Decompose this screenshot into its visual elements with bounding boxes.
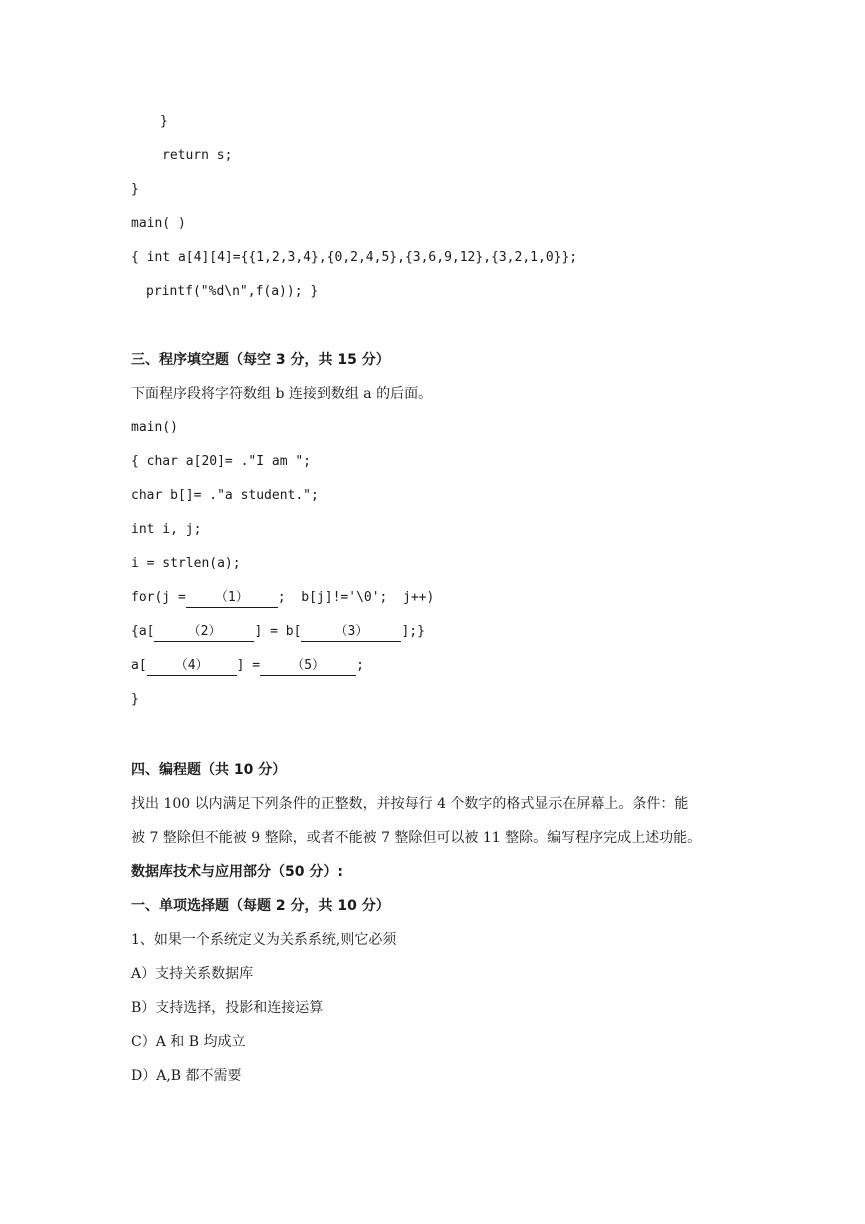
code-line-char-a: { char a[20]= ."I am "; bbox=[131, 454, 312, 469]
code-line-main2: main() bbox=[131, 420, 178, 435]
blank-5: （5） bbox=[260, 657, 356, 676]
assign-open: {a[ bbox=[131, 624, 155, 639]
section4-paragraph-line1: 找出 100 以内满足下列条件的正整数，并按每行 4 个数字的格式显示在屏幕上。条件：能 bbox=[131, 796, 689, 812]
assign-mid: ] = b[ bbox=[254, 624, 302, 639]
blank-2: （2） bbox=[154, 623, 254, 642]
code-line-printf: printf("%d\n",f(a)); } bbox=[146, 284, 319, 299]
db-option-a: A）支持关系数据库 bbox=[131, 966, 254, 982]
final-end: ; bbox=[356, 658, 364, 673]
section3-heading: 三、程序填空题（每空 3 分，共 15 分） bbox=[131, 352, 390, 368]
section3-description: 下面程序段将字符数组 b 连接到数组 a 的后面。 bbox=[131, 386, 433, 402]
code-line-terminate bbox=[131, 656, 364, 676]
assign-close: ];} bbox=[401, 624, 425, 639]
section4-heading: 四、编程题（共 10 分） bbox=[131, 762, 287, 778]
db-question-1: 1、如果一个系统定义为关系系统,则它必须 bbox=[131, 932, 397, 948]
db-option-b: B）支持选择，投影和连接运算 bbox=[131, 1000, 324, 1016]
code-line-close: } bbox=[131, 692, 139, 707]
db-part-heading: 数据库技术与应用部分（50 分）: bbox=[131, 864, 343, 880]
code-line-assign bbox=[131, 622, 425, 642]
db-option-c: C）A 和 B 均成立 bbox=[131, 1034, 246, 1050]
code-line-function-end: } bbox=[131, 182, 139, 197]
for-prefix: for(j = bbox=[131, 590, 186, 605]
blank-4: （4） bbox=[147, 657, 237, 676]
code-line-strlen: i = strlen(a); bbox=[131, 556, 241, 571]
code-line-char-b: char b[]= ."a student."; bbox=[131, 488, 319, 503]
blank-1: （1） bbox=[186, 589, 278, 608]
code-line-return: return s; bbox=[162, 148, 233, 163]
code-line-int-ij: int i, j; bbox=[131, 522, 202, 537]
code-line-for bbox=[131, 588, 434, 608]
code-line-closing-brace: } bbox=[160, 114, 168, 129]
section4-paragraph-line2: 被 7 整除但不能被 9 整除，或者不能被 7 整除但可以被 11 整除。编写程序完成上述功能。 bbox=[131, 830, 702, 846]
for-suffix: ; b[j]!='\0'; j++) bbox=[277, 590, 435, 605]
code-line-array-init: { int a[4][4]={{1,2,3,4},{0,2,4,5},{3,6,9,12},{3,2,1,0}}; bbox=[131, 250, 578, 265]
final-open: a[ bbox=[131, 658, 147, 673]
final-mid: ] = bbox=[236, 658, 261, 673]
blank-3: （3） bbox=[301, 623, 401, 642]
code-line-main: main( ) bbox=[131, 216, 186, 231]
db-option-d: D）A,B 都不需要 bbox=[131, 1068, 242, 1084]
db-section1-heading: 一、单项选择题（每题 2 分，共 10 分） bbox=[131, 898, 390, 914]
